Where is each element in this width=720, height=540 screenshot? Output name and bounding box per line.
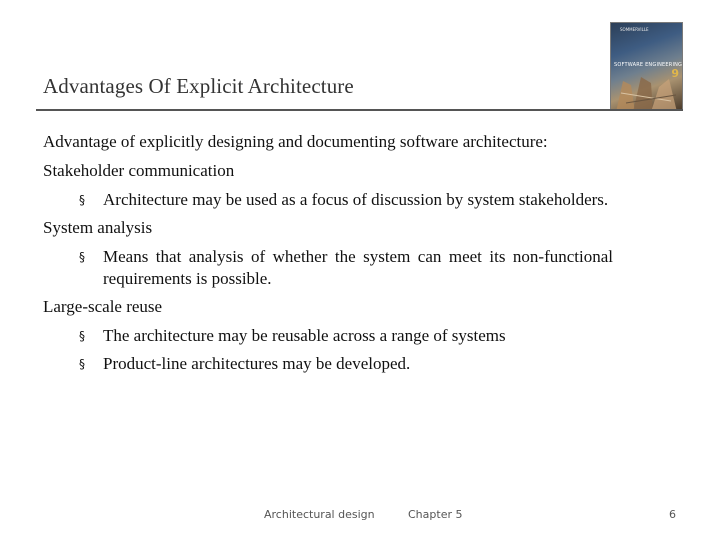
bullet-icon: § [79, 357, 85, 371]
intro-text: Advantage of explicitly designing and documenting software architecture: [43, 132, 548, 151]
slide-title: Advantages Of Explicit Architecture [43, 74, 354, 98]
section-heading-analysis: System analysis [43, 218, 153, 237]
section-heading-reuse: Large-scale reuse [43, 297, 163, 316]
bullet-item [43, 246, 613, 290]
book-cover-image [610, 22, 683, 111]
bullet-item [43, 189, 613, 211]
footer-page-number: 6 [669, 508, 676, 521]
bullet-text: Means that analysis of whether the system can meet its non-functional requirements is possible. [103, 247, 613, 288]
section-heading-stakeholder: Stakeholder communication [43, 161, 235, 180]
slide-body [43, 131, 613, 381]
bullet-item [43, 325, 613, 347]
cover-building-graphic [611, 73, 683, 111]
bullet-icon: § [79, 193, 85, 207]
bullet-list-reuse [43, 325, 613, 375]
bullet-icon: § [79, 329, 85, 343]
bullet-text: Product-line architectures may be developed. [103, 354, 411, 373]
bullet-icon: § [79, 250, 85, 264]
bullet-list-stakeholder [43, 189, 613, 211]
bullet-text: Architecture may be used as a focus of discussion by system stakeholders. [103, 190, 609, 209]
cover-edition: 9 [671, 67, 679, 80]
bullet-text: The architecture may be reusable across a range of systems [103, 326, 506, 345]
title-divider [36, 109, 683, 111]
bullet-item [43, 353, 613, 375]
footer-chapter: Chapter 5 [408, 508, 463, 521]
bullet-list-analysis [43, 246, 613, 290]
footer-topic: Architectural design [264, 508, 375, 521]
cover-title: SOFTWARE ENGINEERING [614, 62, 683, 68]
cover-author: SOMMERVILLE [620, 27, 649, 32]
